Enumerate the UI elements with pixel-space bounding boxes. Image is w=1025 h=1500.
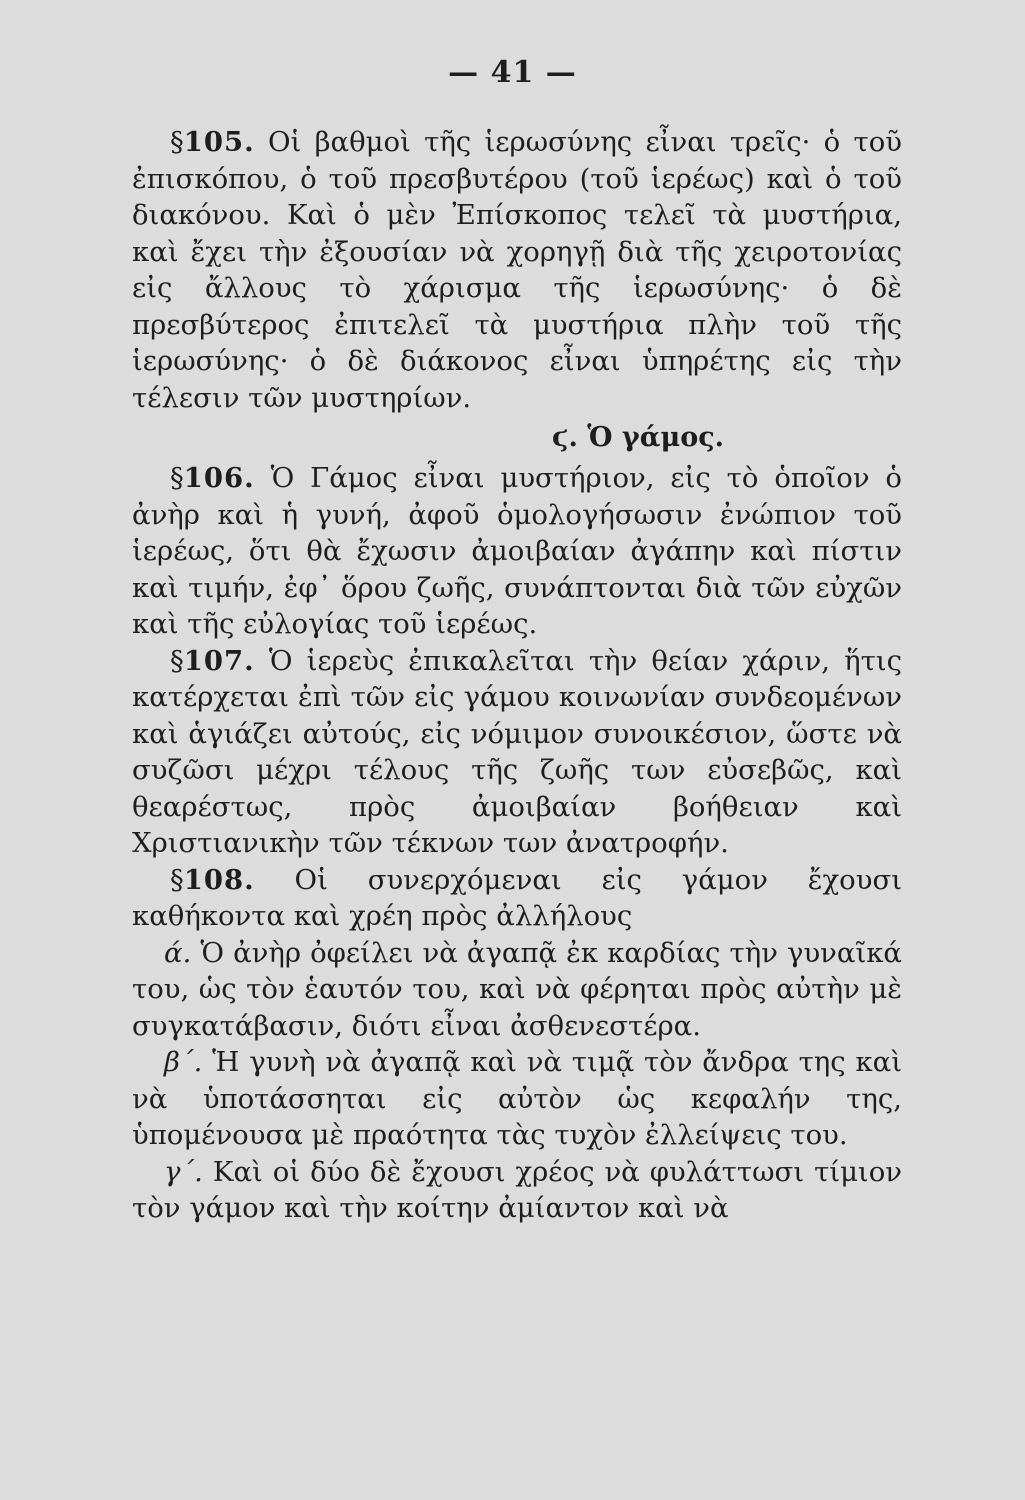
sub-item-label: ά. bbox=[164, 936, 192, 969]
sub-item-a bbox=[132, 935, 902, 1045]
paragraph-text: Οἱ συνερχόμεναι εἰς γάμον ἔχουσι καθήκοντα καὶ χρέη πρὸς ἀλλήλους bbox=[132, 863, 902, 932]
section-mark: § bbox=[170, 462, 184, 494]
paragraph-108 bbox=[132, 862, 902, 935]
sub-item-c bbox=[132, 1154, 902, 1227]
paragraph-106 bbox=[132, 460, 902, 643]
paragraph-107 bbox=[132, 643, 902, 862]
sub-item-label: γ΄. bbox=[164, 1155, 203, 1188]
section-mark: § bbox=[170, 126, 184, 158]
paragraph-text: Οἱ βαθμοὶ τῆς ἱερωσύνης εἶναι τρεῖς· ὁ τοῦ ἐπισκόπου, ὁ τοῦ πρεσβυτέρου (τοῦ ἱερέως) καὶ ὁ τοῦ διακόνου. Καὶ ὁ μὲν Ἐπίσκοπος τελεῖ τὰ μυστήρια, καὶ ἔχει τὴν ἐξουσίαν νὰ χορηγῇ διὰ τῆς χειροτονίας εἰς ἄλλους τὸ χάρισμα τῆς ἱερωσύνης· ὁ δὲ πρεσβύτερος ἐπιτελεῖ τὰ μυστήρια πλὴν τοῦ τῆς ἱερωσύνης· ὁ δὲ διάκονος εἶναι ὑπηρέτης εἰς τὴν τέλεσιν τῶν μυστηρίων. bbox=[132, 126, 902, 414]
paragraph-number: 106. bbox=[183, 462, 255, 494]
paragraph-105 bbox=[132, 124, 902, 416]
section-mark: § bbox=[170, 863, 184, 896]
sub-item-text: Ἡ γυνὴ νὰ ἀγαπᾷ καὶ νὰ τιμᾷ τὸν ἄνδρα της καὶ νὰ ὑποτάσσηται εἰς αὐτὸν ὡς κεφαλήν της, ὑπομένουσα μὲ πραότητα τὰς τυχὸν ἐλλείψεις του. bbox=[132, 1046, 902, 1151]
sub-item-label: β΄. bbox=[164, 1046, 203, 1078]
paragraph-number: 107. bbox=[183, 644, 255, 677]
paragraph-text: Ὁ Γάμος εἶναι μυστήριον, εἰς τὸ ὁποῖον ὁ ἀνὴρ καὶ ἡ γυνή, ἀφοῦ ὁμολογήσωσιν ἐνώπιον τοῦ ἱερέως, ὅτι θὰ ἔχωσιν ἀμοιβαίαν ἀγάπην καὶ πίστιν καὶ τιμήν, ἐφ᾽ ὅρου ζωῆς, συνάπτονται διὰ τῶν εὐχῶν καὶ τῆς εὐλογίας τοῦ ἱερέως. bbox=[132, 462, 902, 640]
sub-item-text: Ὁ ἀνὴρ ὀφείλει νὰ ἀγαπᾷ ἐκ καρδίας τὴν γυναῖκά του, ὡς τὸν ἑαυτόν του, καὶ νὰ φέρηται πρὸς αὐτὴν μὲ συγκατάβασιν, διότι εἶναι ἀσθενεστέρα. bbox=[132, 936, 902, 1042]
sub-item-b bbox=[132, 1044, 902, 1154]
paragraph-text: Ὁ ἱερεὺς ἐπικαλεῖται τὴν θείαν χάριν, ἥτις κατέρχεται ἐπὶ τῶν εἰς γάμου κοινωνίαν συνδεομένων καὶ ἁγιάζει αὐτούς, εἰς νόμιμον συνοικέσιον, ὥστε νὰ συζῶσι μέχρι τέλους τῆς ζωῆς των εὐσεβῶς, καὶ θεαρέστως, πρὸς ἀμοιβαίαν βοήθειαν καὶ Χριστιανικὴν τῶν τέκνων των ἀνατροφήν. bbox=[132, 644, 902, 859]
section-heading: ϛ. Ὁ γάμος. bbox=[552, 422, 725, 453]
paragraph-number: 105. bbox=[183, 126, 255, 158]
page-body bbox=[132, 124, 902, 1227]
section-mark: § bbox=[170, 644, 184, 677]
sub-item-text: Καὶ οἱ δύο δὲ ἔχουσι χρέος νὰ φυλάττωσι τίμιον τὸν γάμον καὶ τὴν κοίτην ἀμίαντον καὶ νὰ bbox=[132, 1155, 902, 1224]
page-number: — 41 — bbox=[448, 55, 577, 90]
paragraph-number: 108. bbox=[183, 863, 255, 896]
